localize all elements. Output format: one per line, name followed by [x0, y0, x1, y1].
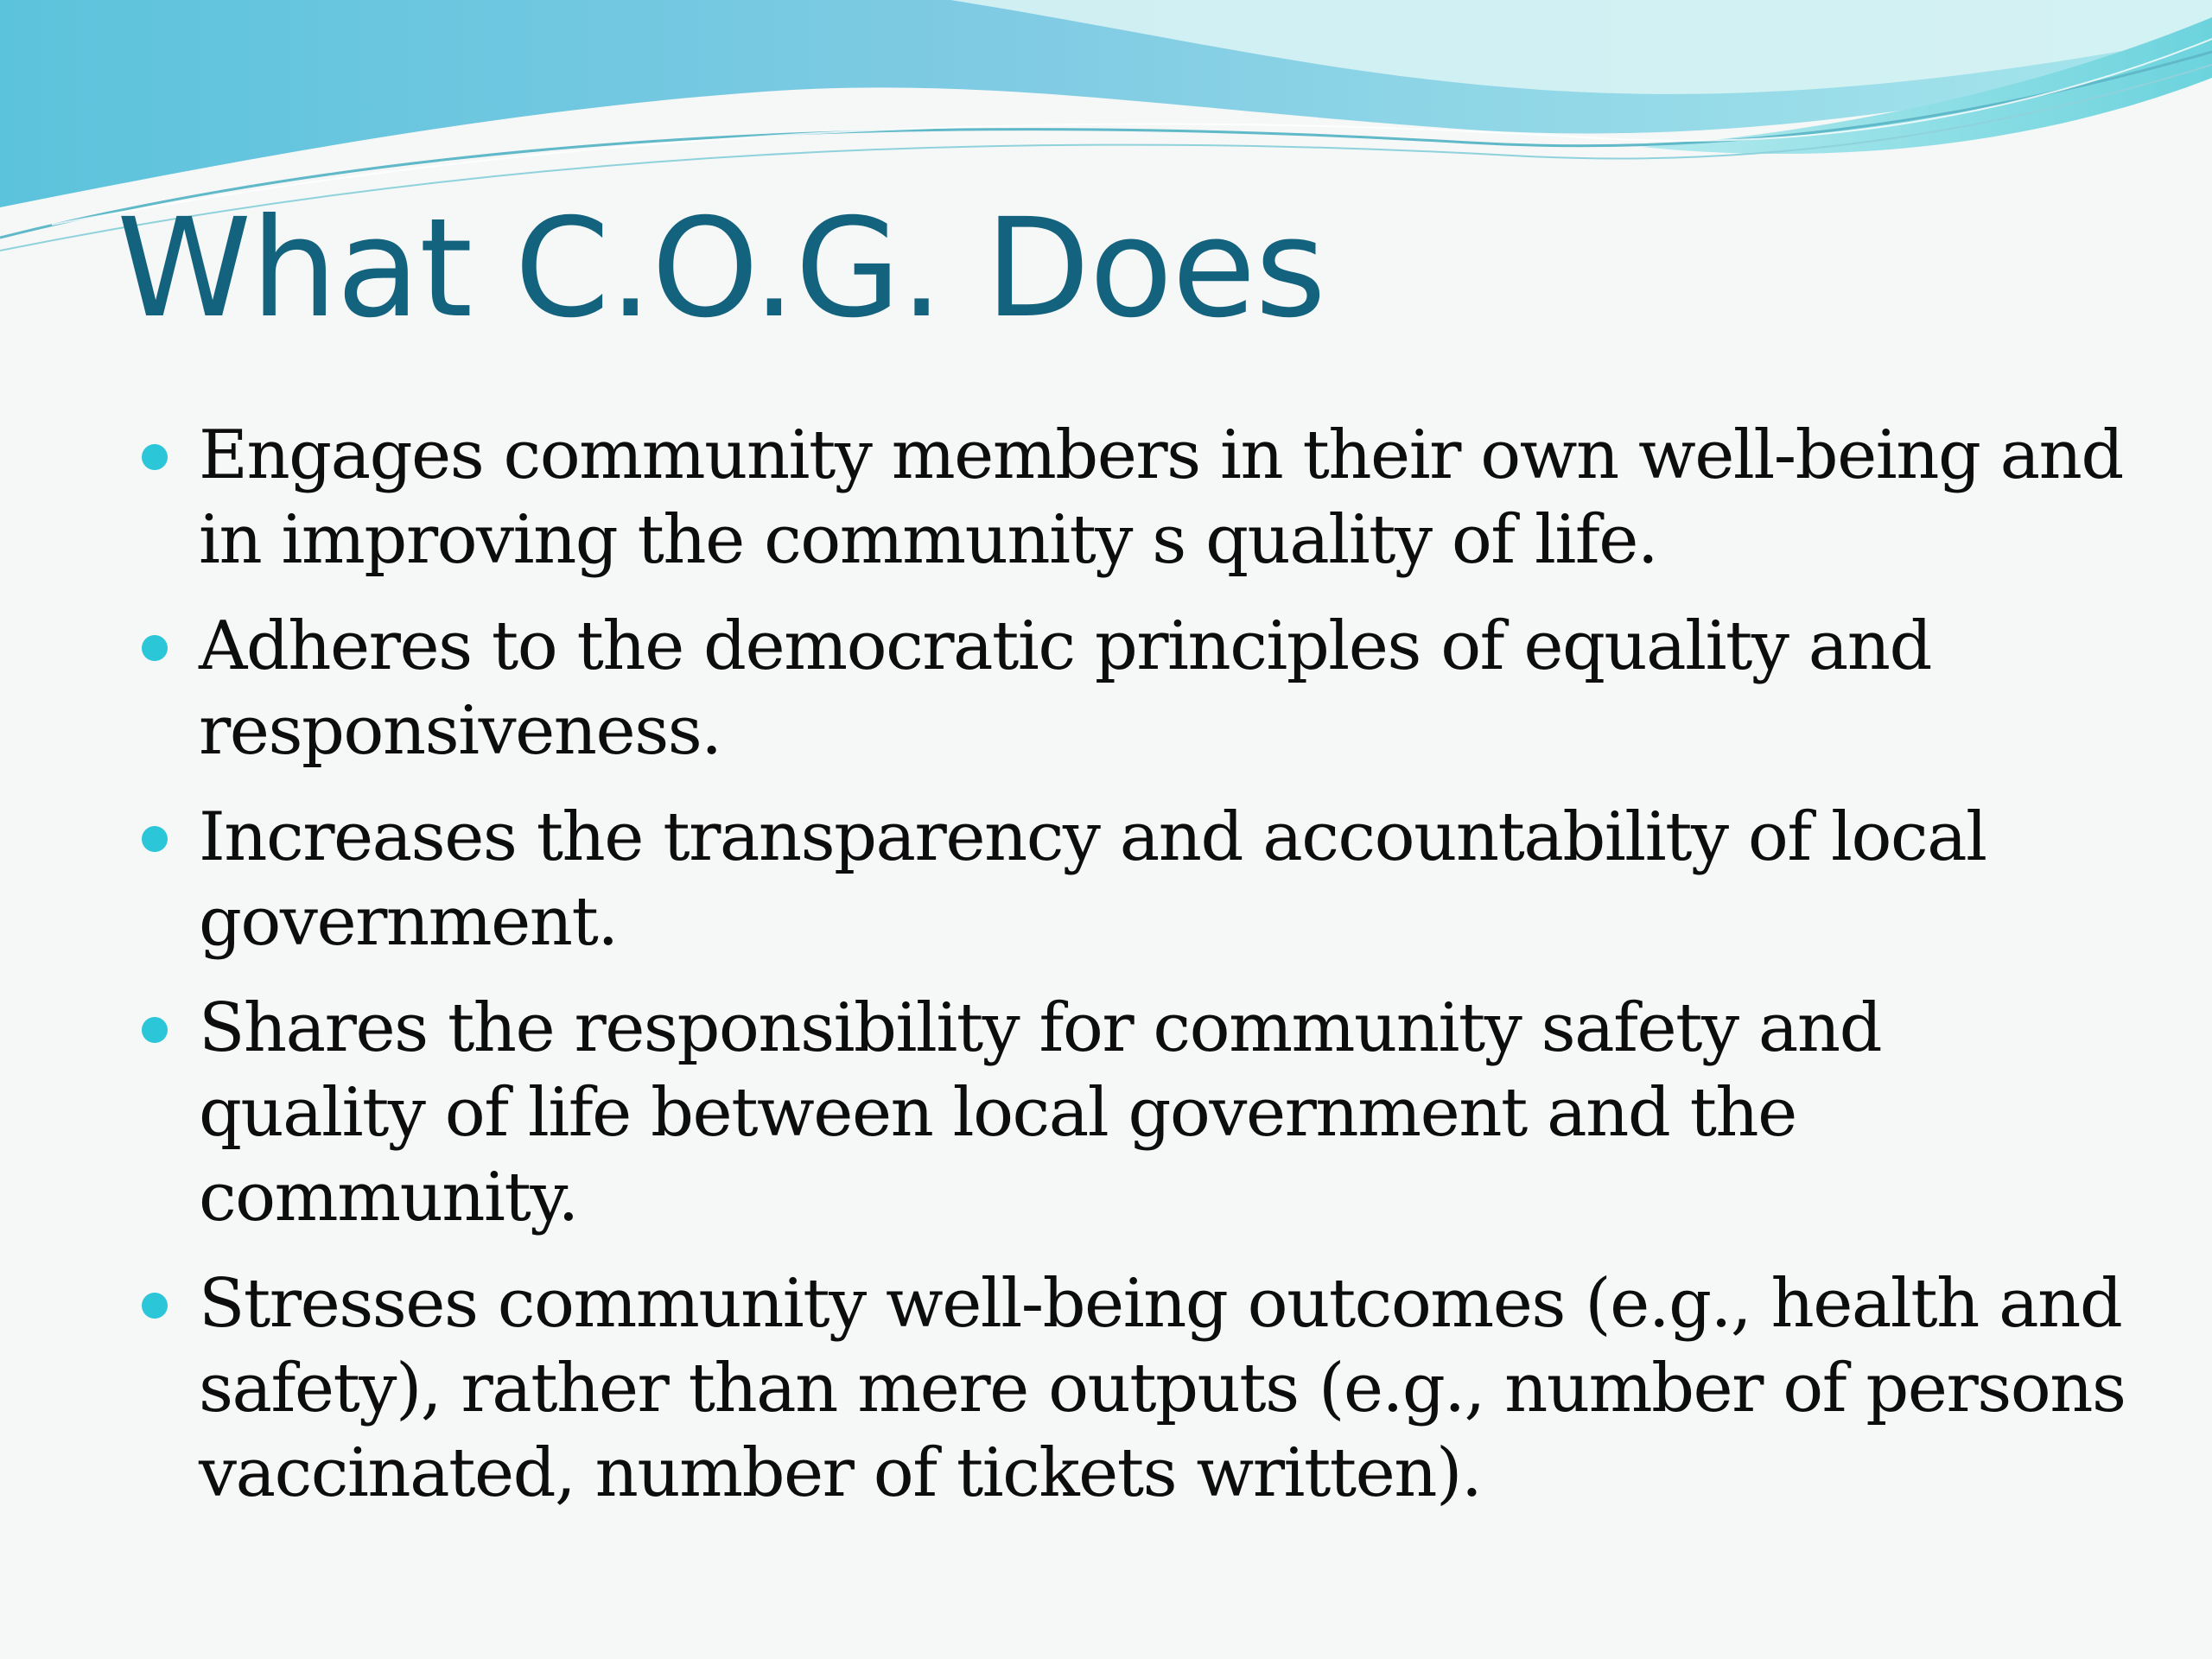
bullet-item [138, 604, 2126, 773]
bullet-item [138, 413, 2126, 582]
bullet-text: Increases the transparency and accountability of local government. [199, 798, 1986, 961]
slide-title: What C.O.G. Does [117, 189, 1325, 348]
bullet-dot-icon [142, 1293, 168, 1319]
bullet-dot-icon [142, 1017, 168, 1043]
bullet-text: Shares the responsibility for community safety and quality of life between local government and the community. [199, 989, 1882, 1236]
bullet-dot-icon [142, 444, 168, 470]
bullet-list [138, 413, 2126, 1537]
bullet-dot-icon [142, 826, 168, 852]
bullet-item [138, 1262, 2126, 1516]
bullet-text: Stresses community well-being outcomes (e.g., health and safety), rather than mere outputs (e.g., number of persons vaccinated, number of tickets written). [199, 1265, 2126, 1512]
bullet-item [138, 795, 2126, 964]
bullet-text: Engages community members in their own well-being and in improving the community s quality of life. [199, 416, 2123, 579]
bullet-dot-icon [142, 635, 168, 661]
bullet-item [138, 986, 2126, 1240]
bullet-text: Adheres to the democratic principles of equality and responsiveness. [199, 607, 1931, 770]
